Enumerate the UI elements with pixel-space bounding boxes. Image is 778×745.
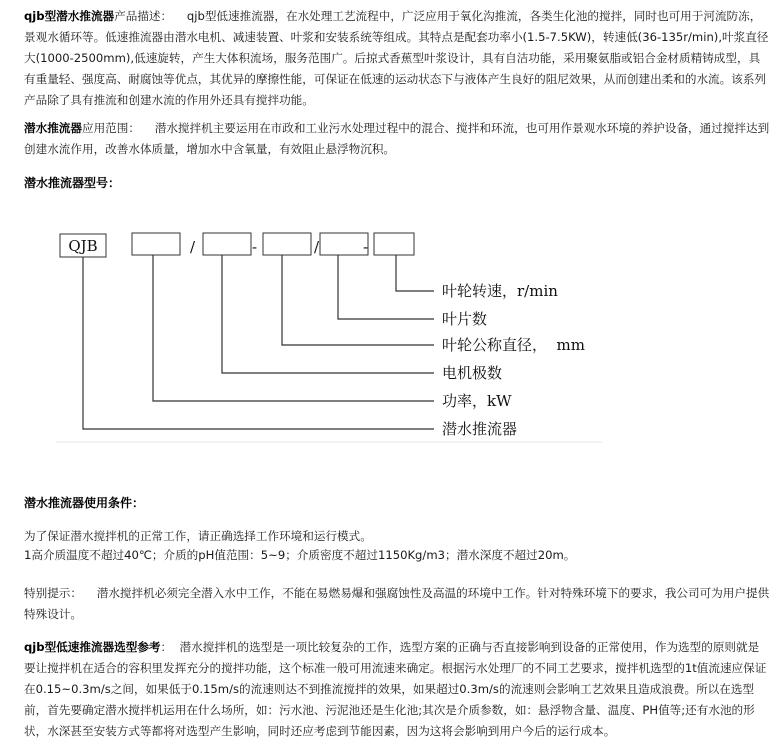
label-motor-poles: 电机极数 [442, 364, 503, 382]
selection-colon: ： [160, 640, 173, 654]
product-description-paragraph [24, 6, 770, 111]
leader-diameter [282, 255, 434, 345]
model-heading: 潜水推流器型号： [24, 176, 121, 190]
leader-poles [222, 255, 434, 373]
leader-power [153, 255, 434, 401]
conditions-heading: 潜水推流器使用条件： [24, 496, 145, 510]
code-box-speed [374, 233, 414, 255]
model-code-diagram [56, 224, 636, 446]
separator-1: / [190, 238, 196, 256]
description-text: qjb型低速推流器，在水处理工艺流程中，广泛应用于氧化沟推流，各类生化池的搅拌，同时也可用于河流防冻，景观水循环等。低速推流器由潜水电机、减速装置、叶浆和安装系统等组成。其特点是配套功率小(1.5-7.5KW)，转速低(36-135r/min),叶浆直径大(1000-2500mm),低速旋转，产生大体积流场，服务范围广。后掠式香蕉型叶浆设计，具有自洁功能，采用聚氨脂或铝合金材质精铸成型，具有重量轻、强度高、耐腐蚀等优点，其优异的摩擦性能，可保证在低速的运动状态下与液体产生良好的阻尼效果，从而创建出柔和的水流。该系列产品除了具有推流和创建水流的作用外还具有搅拌功能。 [24, 9, 769, 107]
selection-reference-paragraph [24, 637, 770, 742]
separator-3: / [314, 238, 320, 256]
code-box-blades [320, 233, 368, 255]
prefix-text: QJB [68, 237, 98, 255]
special-notice-paragraph [24, 583, 770, 625]
label-power: 功率，kW [442, 392, 512, 410]
separator-4: - [363, 238, 369, 256]
separator-2: - [252, 238, 258, 256]
leader-blades [338, 255, 434, 319]
code-box-diameter [263, 233, 311, 255]
conditions-line-1: 为了保证潜水搅拌机的正常工作，请正确选择工作环境和运行模式。 [24, 529, 372, 543]
notice-label: 特别提示： [24, 586, 82, 600]
description-label: 产品描述： [114, 9, 173, 23]
notice-text: 潜水搅拌机必须完全潜入水中工作，不能在易燃易爆和强腐蚀性及高温的环境中工作。针对特殊环境下的要求，我公司可为用户提供特殊设计。 [24, 586, 770, 621]
label-impeller-speed: 叶轮转速，r/min [442, 282, 558, 300]
leader-speed [396, 255, 434, 291]
label-impeller-diameter: 叶轮公称直径， mm [442, 336, 585, 354]
selection-text: 潜水搅拌机的选型是一项比较复杂的工作，选型方案的正确与否直接影响到设备的正常使用，作为选型的原则就是要让搅拌机在适合的容积里发挥充分的搅拌功能，这个标准一般可用流速来确定。根据污水处理厂的不同工艺要求，搅拌机选型的1t值流速应保证在0.15~0.3m/s之间，如果低于0.15m/s的流速则达不到推流搅拌的效果，如果超过0.3m/s的流速则会影响工艺效果且造成浪费。所以在选型前，首先要确定潜水搅拌机运用在什么场所，如：污水池、污泥池还是生化池;其次是介质参数，如：悬浮物含量、温度、PH值等;还有水池的形状，水深甚至安装方式等都将对选型产生影响，同时还应考虑到节能因素，因为这将会影响到用户今后的运行成本。 [24, 640, 767, 738]
selection-title-bold: qjb型低速推流器选型参考 [24, 640, 161, 654]
scope-label: 应用范围： [81, 121, 140, 135]
leader-prefix [83, 257, 434, 429]
label-submersible-flow-pusher: 潜水推流器 [442, 420, 518, 438]
product-name-bold: qjb型潜水推流器 [24, 9, 115, 23]
code-box-power [132, 233, 180, 255]
scope-product-bold: 潜水推流器 [24, 121, 82, 135]
application-scope-paragraph [24, 118, 770, 160]
label-blade-count: 叶片数 [442, 310, 488, 328]
conditions-line-2: 1高介质温度不超过40℃；介质的pH值范围：5~9；介质密度不超过1150Kg/m3；潜水深度不超过20m。 [24, 548, 576, 562]
scope-text: 潜水搅拌机主要运用在市政和工业污水处理过程中的混合、搅拌和环流，也可用作景观水环境的养护设备，通过搅拌达到创建水流作用，改善水体质量，增加水中含氧量，有效阻止悬浮物沉积。 [24, 121, 770, 156]
code-box-poles [203, 233, 251, 255]
